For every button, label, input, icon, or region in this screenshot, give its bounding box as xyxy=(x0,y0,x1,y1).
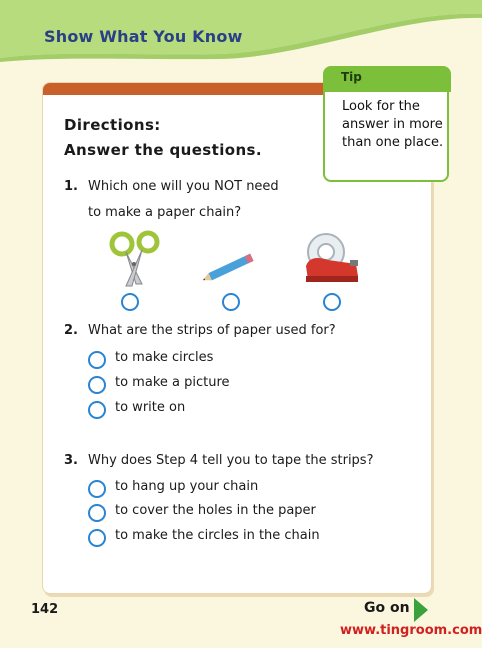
directions xyxy=(64,113,262,163)
page-title: Show What You Know xyxy=(44,27,243,46)
watermark: www.tingroom.com xyxy=(340,623,482,638)
answer-bubble[interactable] xyxy=(88,401,106,419)
question-text xyxy=(88,174,418,226)
answer-label: to make a picture xyxy=(115,375,230,390)
answer-bubble[interactable] xyxy=(88,480,106,498)
tip-header xyxy=(323,66,451,92)
page-number: 142 xyxy=(31,602,59,617)
question-text: What are the strips of paper used for? xyxy=(88,323,336,338)
scissors-icon xyxy=(108,230,164,288)
answer-bubble[interactable] xyxy=(222,293,240,311)
directions-text: Answer the questions. xyxy=(64,141,262,159)
directions-heading: Directions: xyxy=(64,116,161,134)
answer-bubble[interactable] xyxy=(323,293,341,311)
answer-label: to hang up your chain xyxy=(115,479,259,494)
tape-dispenser-icon xyxy=(300,230,362,286)
go-on-arrow-icon xyxy=(414,598,428,622)
answer-bubble[interactable] xyxy=(88,351,106,369)
question-number: 1. xyxy=(64,179,78,194)
tip-label: Tip xyxy=(341,70,362,84)
question-text-line: to make a paper chain? xyxy=(88,205,242,220)
answer-label: to make the circles in the chain xyxy=(115,528,320,543)
answer-bubble[interactable] xyxy=(88,529,106,547)
question-number: 3. xyxy=(64,453,78,468)
answer-label: to cover the holes in the paper xyxy=(115,503,316,518)
answer-bubble[interactable] xyxy=(88,504,106,522)
answer-bubble[interactable] xyxy=(88,376,106,394)
question-text: Why does Step 4 tell you to tape the strips? xyxy=(88,453,374,468)
question-number: 2. xyxy=(64,323,78,338)
go-on-label: Go on xyxy=(364,600,410,616)
question-text-line: Which one will you NOT need xyxy=(88,179,279,194)
answer-bubble[interactable] xyxy=(121,293,139,311)
tip-text: Look for the answer in more than one place. xyxy=(342,99,444,150)
answer-label: to make circles xyxy=(115,350,214,365)
tip-box xyxy=(323,66,453,184)
tip-body xyxy=(323,90,449,182)
pencil-icon xyxy=(198,250,264,284)
answer-label: to write on xyxy=(115,400,186,415)
